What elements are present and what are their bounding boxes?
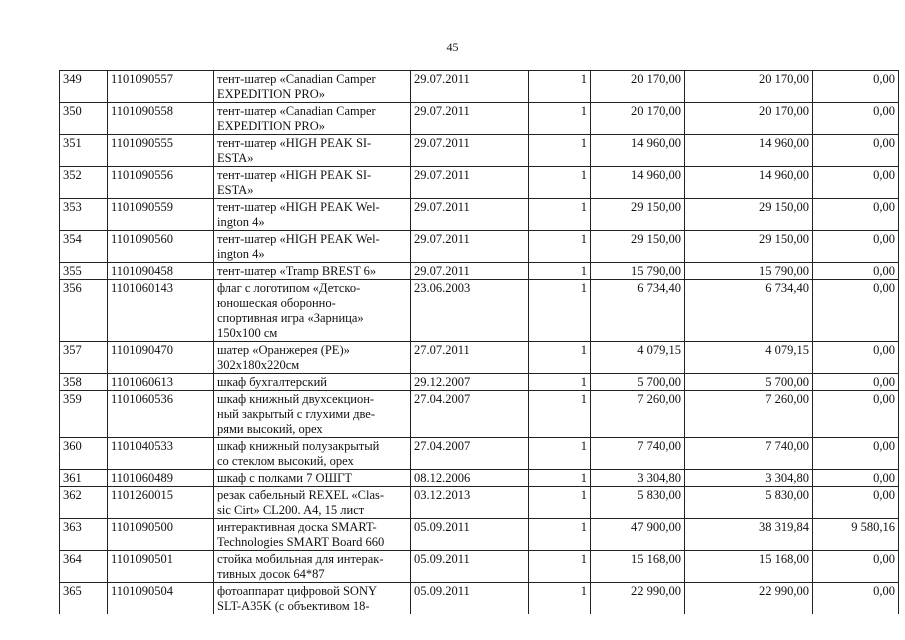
initial-cost: 15 790,00 xyxy=(591,263,685,280)
depreciation-amount: 38 319,84 xyxy=(685,519,813,551)
residual-value: 9 580,16 xyxy=(813,519,899,551)
residual-value: 0,00 xyxy=(813,135,899,167)
item-description: резак сабельный REXEL «Clas- sic Cirt» CL200. A4, 15 лист xyxy=(214,487,411,519)
table-row xyxy=(60,71,899,103)
depreciation-amount: 4 079,15 xyxy=(685,342,813,374)
item-description: тент-шатер «HIGH PEAK Wel- ington 4» xyxy=(214,231,411,263)
row-number: 361 xyxy=(60,470,108,487)
initial-cost: 47 900,00 xyxy=(591,519,685,551)
table-row xyxy=(60,487,899,519)
acquisition-date: 29.07.2011 xyxy=(411,199,529,231)
acquisition-date: 08.12.2006 xyxy=(411,470,529,487)
quantity: 1 xyxy=(529,551,591,583)
depreciation-amount: 5 830,00 xyxy=(685,487,813,519)
residual-value: 0,00 xyxy=(813,374,899,391)
acquisition-date: 29.07.2011 xyxy=(411,135,529,167)
inventory-code: 1101260015 xyxy=(108,487,214,519)
depreciation-amount: 7 260,00 xyxy=(685,391,813,438)
residual-value: 0,00 xyxy=(813,71,899,103)
initial-cost: 20 170,00 xyxy=(591,103,685,135)
inventory-code: 1101060536 xyxy=(108,391,214,438)
quantity: 1 xyxy=(529,583,591,615)
item-description: тент-шатер «HIGH PEAK SI- ESTA» xyxy=(214,135,411,167)
row-number: 360 xyxy=(60,438,108,470)
inventory-code: 1101060143 xyxy=(108,280,214,342)
acquisition-date: 05.09.2011 xyxy=(411,519,529,551)
initial-cost: 5 700,00 xyxy=(591,374,685,391)
table-row xyxy=(60,280,899,342)
quantity: 1 xyxy=(529,263,591,280)
acquisition-date: 29.07.2011 xyxy=(411,71,529,103)
inventory-code: 1101090470 xyxy=(108,342,214,374)
initial-cost: 14 960,00 xyxy=(591,135,685,167)
table-row xyxy=(60,263,899,280)
quantity: 1 xyxy=(529,231,591,263)
acquisition-date: 27.04.2007 xyxy=(411,391,529,438)
depreciation-amount: 15 790,00 xyxy=(685,263,813,280)
table-row xyxy=(60,470,899,487)
acquisition-date: 05.09.2011 xyxy=(411,583,529,615)
row-number: 351 xyxy=(60,135,108,167)
quantity: 1 xyxy=(529,519,591,551)
acquisition-date: 23.06.2003 xyxy=(411,280,529,342)
initial-cost: 6 734,40 xyxy=(591,280,685,342)
residual-value: 0,00 xyxy=(813,551,899,583)
item-description: тент-шатер «HIGH PEAK SI- ESTA» xyxy=(214,167,411,199)
initial-cost: 22 990,00 xyxy=(591,583,685,615)
inventory-table xyxy=(59,70,899,614)
item-description: шкаф бухгалтерский xyxy=(214,374,411,391)
depreciation-amount: 7 740,00 xyxy=(685,438,813,470)
quantity: 1 xyxy=(529,391,591,438)
initial-cost: 7 740,00 xyxy=(591,438,685,470)
depreciation-amount: 14 960,00 xyxy=(685,167,813,199)
depreciation-amount: 15 168,00 xyxy=(685,551,813,583)
row-number: 355 xyxy=(60,263,108,280)
residual-value: 0,00 xyxy=(813,487,899,519)
row-number: 357 xyxy=(60,342,108,374)
depreciation-amount: 14 960,00 xyxy=(685,135,813,167)
item-description: тент-шатер «Canadian Camper EXPEDITION PRO» xyxy=(214,71,411,103)
inventory-rows xyxy=(60,71,899,615)
initial-cost: 7 260,00 xyxy=(591,391,685,438)
initial-cost: 29 150,00 xyxy=(591,199,685,231)
quantity: 1 xyxy=(529,167,591,199)
quantity: 1 xyxy=(529,470,591,487)
item-description: флаг с логотипом «Детско- юношеская оборонно- спортивная игра «Зарница» 150х100 см xyxy=(214,280,411,342)
acquisition-date: 29.12.2007 xyxy=(411,374,529,391)
acquisition-date: 29.07.2011 xyxy=(411,231,529,263)
initial-cost: 14 960,00 xyxy=(591,167,685,199)
table-row xyxy=(60,342,899,374)
residual-value: 0,00 xyxy=(813,231,899,263)
residual-value: 0,00 xyxy=(813,583,899,615)
row-number: 350 xyxy=(60,103,108,135)
depreciation-amount: 22 990,00 xyxy=(685,583,813,615)
initial-cost: 20 170,00 xyxy=(591,71,685,103)
page-number: 45 xyxy=(446,40,459,54)
table-row xyxy=(60,519,899,551)
depreciation-amount: 20 170,00 xyxy=(685,103,813,135)
item-description: тент-шатер «Tramp BREST 6» xyxy=(214,263,411,280)
depreciation-amount: 29 150,00 xyxy=(685,199,813,231)
row-number: 363 xyxy=(60,519,108,551)
acquisition-date: 27.04.2007 xyxy=(411,438,529,470)
acquisition-date: 29.07.2011 xyxy=(411,103,529,135)
table-row xyxy=(60,135,899,167)
residual-value: 0,00 xyxy=(813,263,899,280)
residual-value: 0,00 xyxy=(813,199,899,231)
row-number: 364 xyxy=(60,551,108,583)
inventory-code: 1101090504 xyxy=(108,583,214,615)
item-description: шатер «Оранжерея (PE)» 302х180х220см xyxy=(214,342,411,374)
initial-cost: 5 830,00 xyxy=(591,487,685,519)
row-number: 354 xyxy=(60,231,108,263)
row-number: 349 xyxy=(60,71,108,103)
quantity: 1 xyxy=(529,135,591,167)
table-row xyxy=(60,103,899,135)
inventory-code: 1101090560 xyxy=(108,231,214,263)
table-row xyxy=(60,391,899,438)
row-number: 365 xyxy=(60,583,108,615)
row-number: 353 xyxy=(60,199,108,231)
quantity: 1 xyxy=(529,374,591,391)
quantity: 1 xyxy=(529,103,591,135)
residual-value: 0,00 xyxy=(813,280,899,342)
acquisition-date: 05.09.2011 xyxy=(411,551,529,583)
table-row xyxy=(60,374,899,391)
inventory-code: 1101090557 xyxy=(108,71,214,103)
table-row xyxy=(60,231,899,263)
depreciation-amount: 6 734,40 xyxy=(685,280,813,342)
initial-cost: 15 168,00 xyxy=(591,551,685,583)
inventory-code: 1101060613 xyxy=(108,374,214,391)
quantity: 1 xyxy=(529,280,591,342)
inventory-code: 1101040533 xyxy=(108,438,214,470)
depreciation-amount: 20 170,00 xyxy=(685,71,813,103)
table-row xyxy=(60,583,899,615)
initial-cost: 29 150,00 xyxy=(591,231,685,263)
inventory-code: 1101090559 xyxy=(108,199,214,231)
inventory-code: 1101090558 xyxy=(108,103,214,135)
table-row xyxy=(60,438,899,470)
residual-value: 0,00 xyxy=(813,103,899,135)
inventory-code: 1101090458 xyxy=(108,263,214,280)
inventory-code: 1101090500 xyxy=(108,519,214,551)
acquisition-date: 29.07.2011 xyxy=(411,167,529,199)
table-row xyxy=(60,551,899,583)
item-description: шкаф с полками 7 ОШГТ xyxy=(214,470,411,487)
quantity: 1 xyxy=(529,438,591,470)
acquisition-date: 03.12.2013 xyxy=(411,487,529,519)
table-row xyxy=(60,167,899,199)
quantity: 1 xyxy=(529,487,591,519)
acquisition-date: 29.07.2011 xyxy=(411,263,529,280)
row-number: 352 xyxy=(60,167,108,199)
item-description: шкаф книжный полузакрытый со стеклом высокий, орех xyxy=(214,438,411,470)
acquisition-date: 27.07.2011 xyxy=(411,342,529,374)
residual-value: 0,00 xyxy=(813,167,899,199)
residual-value: 0,00 xyxy=(813,342,899,374)
item-description: фотоаппарат цифровой SONY SLT-A35K (с объективом 18- xyxy=(214,583,411,615)
row-number: 359 xyxy=(60,391,108,438)
depreciation-amount: 5 700,00 xyxy=(685,374,813,391)
quantity: 1 xyxy=(529,199,591,231)
row-number: 356 xyxy=(60,280,108,342)
inventory-code: 1101060489 xyxy=(108,470,214,487)
item-description: шкаф книжный двухсекцион- ный закрытый с глухими две- рями высокий, орех xyxy=(214,391,411,438)
inventory-code: 1101090556 xyxy=(108,167,214,199)
inventory-code: 1101090555 xyxy=(108,135,214,167)
inventory-code: 1101090501 xyxy=(108,551,214,583)
item-description: стойка мобильная для интерак- тивных досок 64*87 xyxy=(214,551,411,583)
row-number: 362 xyxy=(60,487,108,519)
residual-value: 0,00 xyxy=(813,470,899,487)
depreciation-amount: 29 150,00 xyxy=(685,231,813,263)
depreciation-amount: 3 304,80 xyxy=(685,470,813,487)
residual-value: 0,00 xyxy=(813,391,899,438)
initial-cost: 3 304,80 xyxy=(591,470,685,487)
item-description: интерактивная доска SMART- Technologies SMART Board 660 xyxy=(214,519,411,551)
row-number: 358 xyxy=(60,374,108,391)
item-description: тент-шатер «Canadian Camper EXPEDITION PRO» xyxy=(214,103,411,135)
initial-cost: 4 079,15 xyxy=(591,342,685,374)
quantity: 1 xyxy=(529,342,591,374)
table-row xyxy=(60,199,899,231)
residual-value: 0,00 xyxy=(813,438,899,470)
quantity: 1 xyxy=(529,71,591,103)
item-description: тент-шатер «HIGH PEAK Wel- ington 4» xyxy=(214,199,411,231)
